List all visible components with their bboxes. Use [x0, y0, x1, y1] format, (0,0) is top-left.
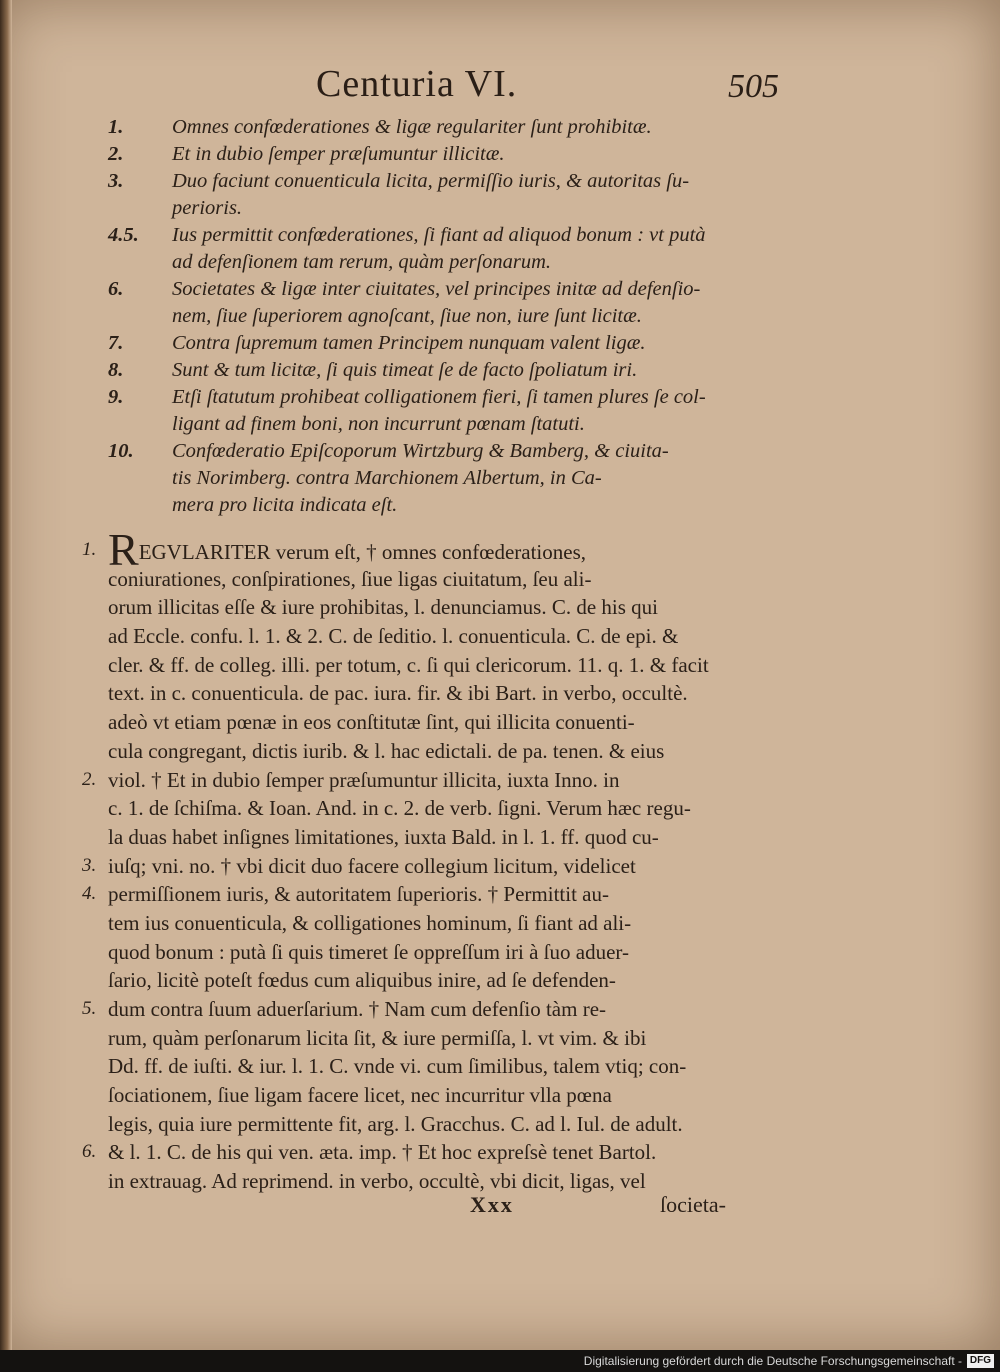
text-line [82, 622, 782, 651]
text-line [82, 593, 782, 622]
line-text [108, 1081, 782, 1110]
line-content: c. 1. de ſchiſma. & Ioan. And. in c. 2. de verb. ſigni. Verum hæc regu- [108, 796, 691, 821]
margin-number [82, 651, 108, 680]
margin-number [82, 938, 108, 967]
margin-number [82, 909, 108, 938]
summary-item [108, 357, 788, 384]
line-text [108, 995, 782, 1024]
margin-number: 3. [82, 854, 97, 876]
line-text [108, 1138, 782, 1167]
line-content: & l. 1. C. de his qui ven. æta. imp. † Et hoc expreſsè tenet Bartol. [108, 1140, 657, 1165]
line-content: tem ius conuenticula, & colligationes hominum, ſi fiant ad ali- [108, 910, 632, 935]
line-text [108, 1052, 782, 1081]
summary-text [172, 276, 788, 330]
text-line [82, 651, 782, 680]
text-line [82, 966, 782, 995]
margin-number [82, 565, 108, 594]
line-text [108, 909, 782, 938]
line-content: ſario, licitè poteſt fœdus cum aliquibus inire, ad ſe defenden- [108, 968, 616, 993]
summary-line: Confœderatio Epiſcoporum Wirtzburg & Bamberg, & ciuita- [172, 440, 669, 462]
running-title: Centuria VI. [316, 63, 518, 105]
summary-line: Duo faciunt conuenticula licita, permiſſio iuris, & autoritas ſu- [172, 170, 690, 192]
margin-number [82, 708, 108, 737]
summary-line: Societates & ligæ inter ciuitates, vel principes initæ ad defenſio- [172, 278, 701, 300]
summary-line: Contra ſupremum tamen Principem nunquam valent ligæ. [172, 332, 646, 354]
margin-number: 5. [82, 998, 97, 1019]
line-text [108, 708, 782, 737]
summary-number: 7. [108, 332, 124, 354]
summary-item [108, 276, 788, 330]
line-content: orum illicitas eſſe & iure prohibitas, l. denunciamus. C. de his qui [108, 595, 658, 620]
line-content: dum contra ſuum aduerſarium. † Nam cum defenſio tàm re- [108, 997, 607, 1021]
line-text [108, 1024, 782, 1053]
digitization-footer [0, 1350, 1000, 1372]
text-line [82, 1081, 782, 1110]
line-text [108, 794, 782, 823]
line-content: ad Eccle. confu. l. 1. & 2. C. de ſeditio. l. conuenticula. C. de epi. & [108, 624, 679, 649]
text-line [82, 737, 782, 766]
summary-text [172, 141, 788, 168]
margin-number [82, 794, 108, 823]
summary-number: 6. [108, 278, 124, 300]
text-line [82, 909, 782, 938]
summary-item [108, 438, 788, 519]
margin-number [82, 823, 108, 852]
text-line [82, 852, 782, 881]
summary-list [108, 114, 788, 519]
summary-number: 8. [108, 359, 124, 381]
line-content: iuſq; vni. no. † vbi dicit duo facere collegium licitum, videlicet [108, 853, 636, 878]
margin-number: 4. [82, 883, 97, 905]
text-line [82, 766, 782, 795]
summary-item [108, 168, 788, 222]
summary-text [172, 384, 788, 438]
line-content: coniurationes, conſpirationes, ſiue ligas ciuitatum, ſeu ali- [108, 566, 592, 591]
line-content: Dd. ff. de iuſti. & iur. l. 1. C. vnde vi. cum ſimilibus, talem vtiq; con- [108, 1054, 687, 1079]
margin-number: 1. [82, 539, 97, 560]
summary-line: nem, ſiue ſuperiorem agnoſcant, ſiue non, iure ſunt licitæ. [172, 305, 642, 327]
summary-line: ad defenſionem tam rerum, quàm perſonarum. [172, 251, 552, 273]
drop-cap: R [108, 524, 139, 575]
margin-number [82, 737, 108, 766]
line-text [108, 1110, 782, 1139]
line-content: permiſſionem iuris, & autoritatem ſuperioris. † Permittit au- [108, 882, 609, 907]
margin-number [82, 1024, 108, 1053]
line-text [108, 593, 782, 622]
summary-line: mera pro licita indicata eſt. [172, 494, 398, 516]
summary-text [172, 357, 788, 384]
binding-edge [0, 0, 12, 1350]
line-content: EGVLARITER verum eſt, † omnes confœderationes, [138, 540, 586, 564]
margin-number [82, 966, 108, 995]
line-content: text. in c. conuenticula. de pac. iura. fir. & ibi Bart. in verbo, occultè. [108, 681, 688, 706]
line-text [108, 880, 782, 909]
summary-text [172, 438, 788, 519]
body-text [82, 524, 782, 1196]
line-text [108, 966, 782, 995]
running-head [0, 58, 1000, 108]
text-line [82, 823, 782, 852]
text-line [82, 708, 782, 737]
signature-line [0, 1188, 1000, 1228]
summary-item [108, 222, 788, 276]
line-text [108, 737, 782, 766]
line-content: rum, quàm perſonarum licita ſit, & iure permiſſa, l. vt vim. & ibi [108, 1025, 647, 1050]
summary-text [172, 114, 788, 141]
text-line [82, 995, 782, 1024]
summary-text [172, 222, 788, 276]
summary-line: tis Norimberg. contra Marchionem Albertum, in Ca- [172, 467, 602, 489]
summary-line: Etſi ſtatutum prohibeat colligationem fieri, ſi tamen plures ſe col- [172, 386, 706, 408]
summary-line: perioris. [172, 197, 243, 219]
line-text [108, 565, 782, 594]
text-line [82, 1052, 782, 1081]
summary-number: 3. [108, 170, 124, 192]
line-text [108, 622, 782, 651]
summary-text [172, 168, 788, 222]
dfg-logo: DFG [967, 1354, 994, 1368]
line-content: adeò vt etiam pœnæ in eos conſtitutæ ſint, qui illicita conuenti- [108, 710, 635, 735]
line-text [108, 766, 782, 795]
signature-mark: Xxx [470, 1192, 514, 1217]
line-text [108, 679, 782, 708]
text-line [82, 565, 782, 594]
margin-number [82, 1081, 108, 1110]
margin-number: 2. [82, 768, 97, 790]
text-line [82, 1024, 782, 1053]
line-text [108, 852, 782, 881]
summary-number: 9. [108, 386, 124, 408]
summary-number: 10. [108, 440, 134, 462]
line-text [108, 823, 782, 852]
text-line [82, 679, 782, 708]
margin-number [82, 1052, 108, 1081]
margin-number [82, 679, 108, 708]
line-text [108, 524, 782, 575]
summary-number: 1. [108, 116, 124, 138]
line-content: in extrauag. Ad reprimend. in verbo, occultè, vbi dicit, ligas, vel [108, 1169, 646, 1194]
summary-line: ligant ad finem boni, non incurrunt pœnam ſtatuti. [172, 413, 585, 435]
margin-number [82, 622, 108, 651]
text-line [82, 524, 782, 575]
line-content: la duas habet inſignes limitationes, iuxta Bald. in l. 1. ff. quod cu- [108, 824, 659, 849]
margin-number [82, 593, 108, 622]
text-line [82, 938, 782, 967]
text-line [82, 1138, 782, 1167]
summary-item [108, 384, 788, 438]
text-line [82, 1110, 782, 1139]
summary-item [108, 330, 788, 357]
text-line [82, 794, 782, 823]
margin-number: 6. [82, 1141, 97, 1163]
summary-line: Et in dubio ſemper præſumuntur illicitæ. [172, 143, 505, 165]
line-text [108, 938, 782, 967]
summary-number: 2. [108, 143, 124, 165]
summary-line: Omnes confœderationes & ligæ regulariter ſunt prohibitæ. [172, 116, 652, 138]
text-line [82, 880, 782, 909]
line-text [108, 651, 782, 680]
line-content: viol. † Et in dubio ſemper præſumuntur illicita, iuxta Inno. in [108, 767, 620, 792]
summary-number: 4.5. [108, 224, 139, 246]
line-content: quod bonum : putà ſi quis timeret ſe oppreſſum iri à ſuo aduer- [108, 939, 629, 964]
margin-number [82, 1110, 108, 1139]
line-content: ſociationem, ſiue ligam facere licet, nec incurritur vlla pœna [108, 1083, 612, 1108]
summary-line: Sunt & tum licitæ, ſi quis timeat ſe de facto ſpoliatum iri. [172, 359, 638, 381]
page-number: 505 [728, 68, 779, 105]
line-content: legis, quia iure permittente fit, arg. l. Gracchus. C. ad l. Iul. de adult. [108, 1111, 683, 1136]
summary-item [108, 114, 788, 141]
line-content: cula congregant, dictis iurib. & l. hac edictali. de pa. tenen. & eius [108, 738, 665, 763]
summary-line: Ius permittit confœderationes, ſi fiant ad aliquod bonum : vt putà [172, 224, 706, 246]
footer-credit: Digitalisierung gefördert durch die Deutsche Forschungsgemeinschaft - [583, 1354, 962, 1368]
catchword: ſocieta- [660, 1192, 726, 1217]
summary-text [172, 330, 788, 357]
summary-item [108, 141, 788, 168]
line-content: cler. & ff. de colleg. illi. per totum, c. ſi qui clericorum. 11. q. 1. & facit [108, 652, 709, 677]
